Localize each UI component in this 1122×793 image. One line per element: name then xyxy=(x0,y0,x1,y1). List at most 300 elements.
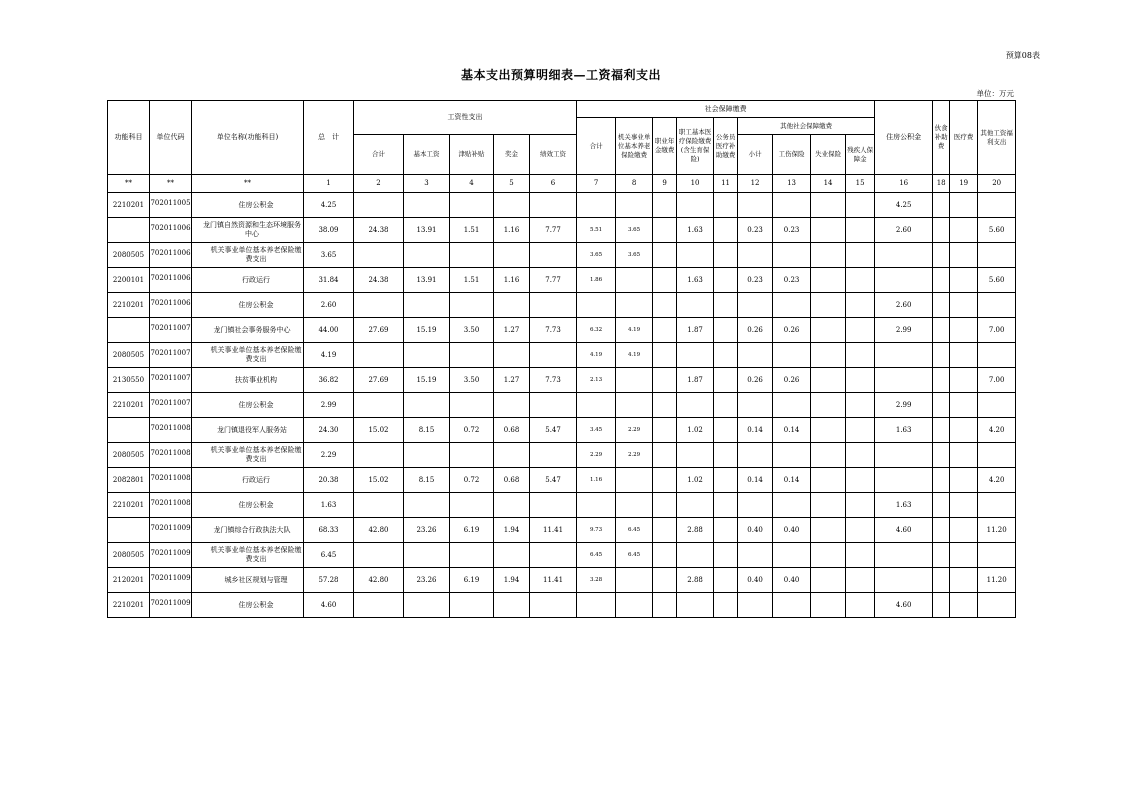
value-cell: 6.45 xyxy=(577,543,616,568)
value-cell: 0.72 xyxy=(450,418,494,443)
value-cell xyxy=(738,493,773,518)
index-cell: 1 xyxy=(304,175,354,193)
value-cell xyxy=(846,268,875,293)
value-cell xyxy=(811,568,846,593)
value-cell xyxy=(875,568,933,593)
value-cell xyxy=(653,418,677,443)
value-cell xyxy=(933,343,950,368)
value-cell: 0.40 xyxy=(773,518,811,543)
value-cell xyxy=(950,293,978,318)
value-cell xyxy=(494,243,530,268)
value-cell: 4.25 xyxy=(875,193,933,218)
value-cell xyxy=(933,418,950,443)
value-cell xyxy=(811,318,846,343)
unit-name-cell: 行政运行 xyxy=(192,268,304,293)
value-cell xyxy=(714,368,738,393)
unit-code-cell xyxy=(150,443,192,468)
value-cell xyxy=(530,393,577,418)
value-cell xyxy=(653,293,677,318)
value-cell xyxy=(616,293,653,318)
value-cell: 23.26 xyxy=(404,568,450,593)
value-cell xyxy=(354,343,404,368)
value-cell: 3.45 xyxy=(577,418,616,443)
value-cell xyxy=(773,243,811,268)
value-cell: 4.60 xyxy=(875,593,933,618)
unit-name-cell: 机关事业单位基本养老保险缴费支出 xyxy=(192,243,304,268)
func-code-cell: 2080505 xyxy=(108,243,150,268)
header-total: 总 计 xyxy=(304,101,354,175)
value-cell xyxy=(773,493,811,518)
table-row xyxy=(108,518,1016,543)
value-cell: 11.20 xyxy=(978,568,1016,593)
value-cell xyxy=(773,343,811,368)
value-cell: 68.33 xyxy=(304,518,354,543)
value-cell: 4.25 xyxy=(304,193,354,218)
value-cell xyxy=(404,443,450,468)
unit-code-text: 702011008 xyxy=(150,499,191,507)
value-cell: 2.99 xyxy=(304,393,354,418)
value-cell xyxy=(875,268,933,293)
value-cell xyxy=(653,243,677,268)
value-cell xyxy=(738,393,773,418)
value-cell xyxy=(738,443,773,468)
value-cell xyxy=(950,393,978,418)
unit-name-cell: 龙门镇社会事务服务中心 xyxy=(192,318,304,343)
value-cell xyxy=(846,193,875,218)
value-cell: 1.51 xyxy=(450,268,494,293)
unit-code-cell xyxy=(150,393,192,418)
unit-code-cell xyxy=(150,368,192,393)
value-cell xyxy=(978,293,1016,318)
value-cell xyxy=(811,343,846,368)
index-cell: 8 xyxy=(616,175,653,193)
header-other-social-group: 其他社会保障缴费 xyxy=(738,118,875,135)
unit-name-cell: 机关事业单位基本养老保险缴费支出 xyxy=(192,443,304,468)
index-cell: 12 xyxy=(738,175,773,193)
value-cell xyxy=(846,593,875,618)
unit-name-cell: 龙门镇自然资源和生态环境服务中心 xyxy=(192,218,304,243)
value-cell xyxy=(811,393,846,418)
unit-code-text: 702011009 xyxy=(150,574,191,582)
value-cell: 1.94 xyxy=(494,568,530,593)
header-func: 功能科目 xyxy=(108,101,150,175)
value-cell: 0.26 xyxy=(773,368,811,393)
table-row xyxy=(108,243,1016,268)
value-cell: 3.50 xyxy=(450,368,494,393)
value-cell: 15.19 xyxy=(404,368,450,393)
value-cell xyxy=(846,393,875,418)
value-cell: 27.69 xyxy=(354,318,404,343)
header-medfee: 医疗费 xyxy=(950,101,978,175)
value-cell xyxy=(738,543,773,568)
table-row xyxy=(108,218,1016,243)
value-cell xyxy=(773,443,811,468)
value-cell xyxy=(677,393,714,418)
value-cell xyxy=(875,543,933,568)
table-row xyxy=(108,343,1016,368)
value-cell xyxy=(450,243,494,268)
value-cell: 7.73 xyxy=(530,318,577,343)
value-cell xyxy=(738,293,773,318)
value-cell: 57.28 xyxy=(304,568,354,593)
header-wage-col: 合计 xyxy=(354,135,404,175)
value-cell xyxy=(933,393,950,418)
value-cell xyxy=(530,293,577,318)
value-cell xyxy=(846,493,875,518)
header-social-group: 社会保障缴费 xyxy=(577,101,875,118)
value-cell: 2.60 xyxy=(875,293,933,318)
func-code-cell xyxy=(108,518,150,543)
unit-code-text: 702011007 xyxy=(150,374,191,382)
unit-code-text: 702011006 xyxy=(150,274,191,282)
value-cell xyxy=(450,393,494,418)
unit-name-cell: 龙门镇综合行政执法大队 xyxy=(192,518,304,543)
func-code-cell xyxy=(108,218,150,243)
value-cell xyxy=(404,343,450,368)
value-cell: 0.14 xyxy=(773,468,811,493)
unit-code-cell xyxy=(150,593,192,618)
table-row xyxy=(108,368,1016,393)
value-cell: 2.88 xyxy=(677,568,714,593)
value-cell: 3.50 xyxy=(450,318,494,343)
value-cell: 9.73 xyxy=(577,518,616,543)
value-cell: 1.63 xyxy=(677,218,714,243)
index-cell: 19 xyxy=(950,175,978,193)
value-cell xyxy=(773,193,811,218)
unit-name-cell: 机关事业单位基本养老保险缴费支出 xyxy=(192,543,304,568)
func-code-cell xyxy=(108,318,150,343)
value-cell: 0.40 xyxy=(738,518,773,543)
value-cell: 1.02 xyxy=(677,468,714,493)
value-cell xyxy=(677,493,714,518)
unit-code-text: 702011008 xyxy=(150,449,191,457)
value-cell: 2.29 xyxy=(616,443,653,468)
value-cell xyxy=(875,443,933,468)
table-row xyxy=(108,543,1016,568)
index-cell: 4 xyxy=(450,175,494,193)
value-cell xyxy=(978,493,1016,518)
value-cell: 7.00 xyxy=(978,318,1016,343)
value-cell: 0.26 xyxy=(773,318,811,343)
value-cell: 15.02 xyxy=(354,418,404,443)
value-cell xyxy=(494,443,530,468)
value-cell xyxy=(577,493,616,518)
value-cell xyxy=(616,593,653,618)
value-cell: 6.45 xyxy=(304,543,354,568)
table-row xyxy=(108,268,1016,293)
unit-code-text: 702011007 xyxy=(150,399,191,407)
value-cell: 4.20 xyxy=(978,468,1016,493)
header-annuity: 职业年金缴费 xyxy=(653,118,677,175)
value-cell xyxy=(404,393,450,418)
value-cell xyxy=(811,593,846,618)
unit-code-cell xyxy=(150,293,192,318)
value-cell: 4.60 xyxy=(304,593,354,618)
value-cell xyxy=(846,443,875,468)
value-cell xyxy=(616,493,653,518)
value-cell: 15.19 xyxy=(404,318,450,343)
value-cell xyxy=(714,393,738,418)
index-cell: 16 xyxy=(875,175,933,193)
func-code-cell: 2200101 xyxy=(108,268,150,293)
index-cell: 3 xyxy=(404,175,450,193)
header-wage-col: 津贴补贴 xyxy=(450,135,494,175)
value-cell xyxy=(450,293,494,318)
value-cell xyxy=(950,218,978,243)
header-meal: 伙食补助费 xyxy=(933,101,950,175)
unit-code-cell xyxy=(150,218,192,243)
value-cell xyxy=(714,243,738,268)
value-cell: 2.88 xyxy=(677,518,714,543)
value-cell xyxy=(577,193,616,218)
header-other-social-col: 小计 xyxy=(738,135,773,175)
value-cell xyxy=(530,443,577,468)
value-cell: 8.15 xyxy=(404,418,450,443)
value-cell xyxy=(714,343,738,368)
index-cell: 20 xyxy=(978,175,1016,193)
value-cell: 4.19 xyxy=(616,343,653,368)
value-cell xyxy=(450,593,494,618)
unit-code-text: 702011006 xyxy=(150,224,191,232)
table-row xyxy=(108,468,1016,493)
unit-code-text: 702011007 xyxy=(150,324,191,332)
value-cell xyxy=(773,393,811,418)
value-cell xyxy=(714,443,738,468)
value-cell: 0.68 xyxy=(494,418,530,443)
value-cell: 1.16 xyxy=(494,268,530,293)
form-number: 预算08表 xyxy=(1005,51,1040,60)
value-cell: 23.26 xyxy=(404,518,450,543)
table-row xyxy=(108,593,1016,618)
page-title: 基本支出预算明细表—工资福利支出 xyxy=(460,68,661,82)
value-cell xyxy=(494,293,530,318)
unit-code-text: 702011006 xyxy=(150,299,191,307)
value-cell xyxy=(616,568,653,593)
value-cell xyxy=(875,243,933,268)
value-cell xyxy=(950,318,978,343)
value-cell xyxy=(875,343,933,368)
value-cell xyxy=(653,468,677,493)
value-cell xyxy=(653,368,677,393)
value-cell: 4.19 xyxy=(577,343,616,368)
index-cell: 9 xyxy=(653,175,677,193)
value-cell xyxy=(494,193,530,218)
func-code-cell xyxy=(108,418,150,443)
value-cell xyxy=(811,468,846,493)
unit-code-text: 702011006 xyxy=(150,249,191,257)
value-cell xyxy=(950,543,978,568)
value-cell: 1.94 xyxy=(494,518,530,543)
value-cell xyxy=(494,343,530,368)
value-cell: 4.19 xyxy=(304,343,354,368)
value-cell xyxy=(846,343,875,368)
value-cell xyxy=(530,593,577,618)
value-cell: 11.41 xyxy=(530,568,577,593)
value-cell xyxy=(933,218,950,243)
value-cell: 5.47 xyxy=(530,418,577,443)
value-cell xyxy=(714,318,738,343)
value-cell xyxy=(354,593,404,618)
func-code-cell: 2082801 xyxy=(108,468,150,493)
value-cell xyxy=(933,243,950,268)
table-row xyxy=(108,318,1016,343)
value-cell xyxy=(933,443,950,468)
value-cell xyxy=(978,243,1016,268)
unit-name-cell: 城乡社区规划与管理 xyxy=(192,568,304,593)
header-unit-code: 单位代码 xyxy=(150,101,192,175)
value-cell xyxy=(950,493,978,518)
value-cell: 1.86 xyxy=(577,268,616,293)
header-wage-col: 基本工资 xyxy=(404,135,450,175)
value-cell xyxy=(773,293,811,318)
value-cell xyxy=(530,493,577,518)
value-cell: 7.77 xyxy=(530,218,577,243)
value-cell xyxy=(530,343,577,368)
func-code-cell: 2080505 xyxy=(108,343,150,368)
value-cell xyxy=(773,543,811,568)
value-cell: 0.14 xyxy=(738,418,773,443)
value-cell xyxy=(846,293,875,318)
value-cell xyxy=(950,593,978,618)
value-cell: 0.23 xyxy=(773,218,811,243)
unit-code-text: 702011009 xyxy=(150,599,191,607)
value-cell xyxy=(811,268,846,293)
value-cell xyxy=(738,343,773,368)
value-cell xyxy=(653,543,677,568)
table-row xyxy=(108,493,1016,518)
value-cell: 2.29 xyxy=(304,443,354,468)
unit-code-text: 702011008 xyxy=(150,474,191,482)
header-wage-col: 奖金 xyxy=(494,135,530,175)
value-cell: 2.60 xyxy=(875,218,933,243)
value-cell xyxy=(404,193,450,218)
value-cell xyxy=(811,293,846,318)
unit-code-cell xyxy=(150,243,192,268)
index-cell: ** xyxy=(150,175,192,193)
unit-code-cell xyxy=(150,418,192,443)
value-cell: 1.63 xyxy=(875,418,933,443)
value-cell xyxy=(773,593,811,618)
value-cell: 8.15 xyxy=(404,468,450,493)
value-cell xyxy=(653,193,677,218)
value-cell xyxy=(846,568,875,593)
value-cell: 44.00 xyxy=(304,318,354,343)
value-cell xyxy=(450,343,494,368)
func-code-cell: 2210201 xyxy=(108,493,150,518)
value-cell xyxy=(577,393,616,418)
value-cell: 0.23 xyxy=(738,268,773,293)
value-cell xyxy=(653,568,677,593)
value-cell xyxy=(811,518,846,543)
value-cell: 0.14 xyxy=(773,418,811,443)
value-cell: 6.45 xyxy=(616,518,653,543)
value-cell xyxy=(811,418,846,443)
value-cell xyxy=(653,493,677,518)
unit-code-cell xyxy=(150,343,192,368)
value-cell: 1.63 xyxy=(304,493,354,518)
budget-table xyxy=(107,100,1016,618)
index-cell: ** xyxy=(108,175,150,193)
value-cell: 27.69 xyxy=(354,368,404,393)
value-cell xyxy=(846,518,875,543)
value-cell xyxy=(530,543,577,568)
index-cell: 5 xyxy=(494,175,530,193)
value-cell xyxy=(811,493,846,518)
value-cell: 0.68 xyxy=(494,468,530,493)
value-cell xyxy=(354,393,404,418)
value-cell xyxy=(811,193,846,218)
value-cell xyxy=(950,418,978,443)
unit-code-cell xyxy=(150,468,192,493)
unit-code-text: 702011008 xyxy=(150,424,191,432)
value-cell xyxy=(738,243,773,268)
func-code-cell: 2120201 xyxy=(108,568,150,593)
unit-name-cell: 扶贫事业机构 xyxy=(192,368,304,393)
value-cell xyxy=(950,368,978,393)
value-cell xyxy=(404,543,450,568)
value-cell: 1.16 xyxy=(577,468,616,493)
unit-name-cell: 机关事业单位基本养老保险缴费支出 xyxy=(192,343,304,368)
value-cell xyxy=(933,293,950,318)
unit-code-text: 702011007 xyxy=(150,349,191,357)
value-cell: 36.82 xyxy=(304,368,354,393)
value-cell: 6.19 xyxy=(450,518,494,543)
value-cell: 13.91 xyxy=(404,218,450,243)
value-cell xyxy=(677,193,714,218)
value-cell xyxy=(933,518,950,543)
value-cell: 4.60 xyxy=(875,518,933,543)
index-cell: 10 xyxy=(677,175,714,193)
value-cell xyxy=(811,218,846,243)
value-cell xyxy=(811,443,846,468)
value-cell: 5.47 xyxy=(530,468,577,493)
header-housing: 住房公积金 xyxy=(875,101,933,175)
value-cell xyxy=(354,193,404,218)
index-cell: 11 xyxy=(714,175,738,193)
value-cell: 15.02 xyxy=(354,468,404,493)
unit-name-cell: 龙门镇退役军人服务站 xyxy=(192,418,304,443)
value-cell xyxy=(653,443,677,468)
value-cell: 1.02 xyxy=(677,418,714,443)
index-cell: 2 xyxy=(354,175,404,193)
value-cell xyxy=(950,193,978,218)
value-cell xyxy=(714,418,738,443)
value-cell xyxy=(714,568,738,593)
header-wage-group: 工资性支出 xyxy=(354,101,577,135)
value-cell xyxy=(616,368,653,393)
func-code-cell: 2080505 xyxy=(108,543,150,568)
value-cell: 4.20 xyxy=(978,418,1016,443)
value-cell xyxy=(950,568,978,593)
value-cell xyxy=(933,468,950,493)
value-cell xyxy=(950,268,978,293)
value-cell: 1.87 xyxy=(677,368,714,393)
table-row xyxy=(108,293,1016,318)
value-cell: 24.38 xyxy=(354,268,404,293)
unit-name-cell: 住房公积金 xyxy=(192,493,304,518)
header-unit-name: 单位名称(功能科目) xyxy=(192,101,304,175)
unit-code-text: 702011009 xyxy=(150,549,191,557)
value-cell xyxy=(677,243,714,268)
value-cell: 7.77 xyxy=(530,268,577,293)
value-cell xyxy=(933,193,950,218)
value-cell xyxy=(933,368,950,393)
value-cell: 4.19 xyxy=(616,318,653,343)
index-cell: 7 xyxy=(577,175,616,193)
unit-code-cell xyxy=(150,568,192,593)
value-cell xyxy=(811,368,846,393)
value-cell xyxy=(714,543,738,568)
